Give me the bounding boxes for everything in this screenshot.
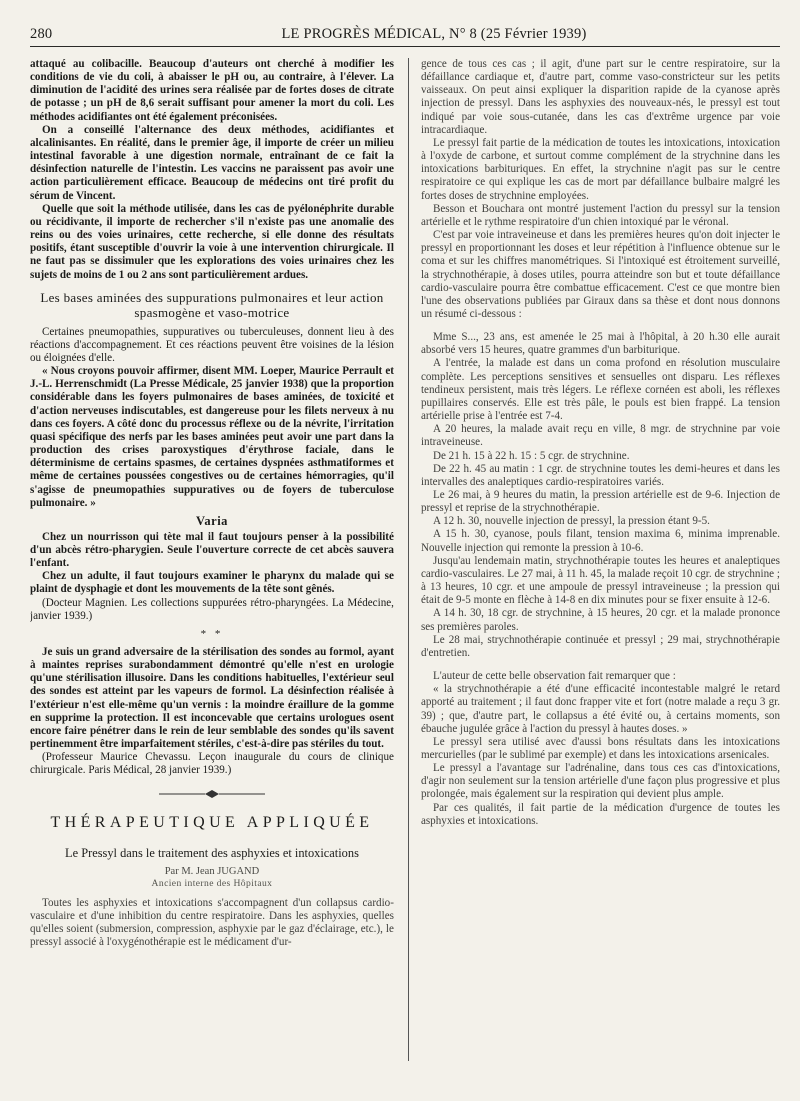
paragraph: Le pressyl fait partie de la médication de toutes les intoxications, intoxication à l'oxyde de carbone, et surtout comme complément de la strychnine dans les intoxications barbituriques. En effet, la strychnine n'agit pas sur le centre respiratoire ce qui explique les cas de mort par défaillance bulbaire malgré les fortes doses de strychnine employées.	[420, 136, 780, 202]
case-line: De 22 h. 45 au matin : 1 cgr. de strychnine toutes les demi-heures et dans les intervalles des analeptiques cardio-respiratoires variés.	[420, 462, 780, 488]
separator-stars: * *	[200, 627, 224, 640]
article-title: Le Pressyl dans le traitement des asphyxies et intoxications	[65, 845, 359, 860]
paragraph: Le pressyl a l'avantage sur l'adrénaline, dans tous ces cas d'intoxications, d'agir non seulement sur la tension artérielle d'une façon plus progressive et plus prolongée, mais également sur la respiration qui devient plus ample.	[420, 762, 780, 801]
journal-title: LE PROGRÈS MÉDICAL, N° 8 (25 Février 1939)	[281, 26, 587, 42]
left-column	[30, 58, 394, 1061]
header-rule	[30, 46, 780, 47]
pyelonephritis-text	[30, 58, 394, 282]
citation: (Professeur Maurice Chevassu. Leçon inaugurale du cours de clinique chirurgicale. Paris Médical, 28 janvier 1939.)	[30, 751, 394, 777]
paragraph: C'est par voie intraveineuse et dans les premières heures qu'on doit injecter le pressyl en proportionnant les doses et leur répétition à l'influence obtenue sur le coma et sur les chiffres manométriques. Si l'intoxiqué est étroitement surveillé, la strychnothérapie, à doses utiles, pourra atteindre son but et toute défaillance cardio-vasculaire pourra être combattue efficacement. C'est ce que montre bien l'une des observations publiées par Giraux dans sa thèse et dont nous donnons un résumé ci-dessous :	[420, 229, 780, 320]
case-line: Le 26 mai, à 9 heures du matin, la pression artérielle est de 9-6. Injection de pressyl et reprise de la strychnothérapie.	[420, 489, 780, 515]
case-line: Jusqu'au lendemain matin, strychnothérapie toutes les heures et analeptiques cardio-vasculaires. Le 27 mai, à 11 h. 45, la malade reçoit 10 cgr. de strychnine ; à 13 heures, 10 cgr. et une ampoule de pressyl intraveineuse ; la pression qui était de 9-5 monte en flèche à 14-8 en dix minutes pour se fixer ensuite à 12-6.	[420, 554, 780, 607]
case-line: A l'entrée, la malade est dans un coma profond en résolution musculaire complète. Les perceptions sensitives et sensuelles ont disparu. Les réflexes tendineux persistent, mais très légers. Le réflexe cornéen est aboli, les réflexes pupillaires conservés. Elle est très pâle, le pouls est bien frappé. La tension artérielle prise à l'entrée est 7-4.	[420, 357, 780, 423]
paragraph: On a conseillé l'alternance des deux méthodes, acidifiantes et alcalinisantes. En réalité, dans le premier âge, il importe de créer un milieu intestinal favorable à une digestion normale, entraînant de ce fait la désinfection naturelle de l'intestin. Les vaccins ne paraissent pas avoir une action particulièrement efficace. Beaucoup de médecins ont tiré profit du sérum de Vincent.	[30, 123, 394, 202]
quote-paragraph: « Nous croyons pouvoir affirmer, disent MM. Loeper, Maurice Perrault et J.-L. Herrenschmidt (La Presse Médicale, 25 janvier 1938) que la proportion considérable dans les foyers pulmonaires de bases aminées, de toxicité et d'action nerveuses indiscutables, est dangereuse pour les filets nerveux à nu dans ces foyers. A côté donc du processus réflexe ou de la névrite, l'irritation quasi spécifique des nerfs par les bases aminées peut avoir une part dans la production des crises paroxystiques d'érythrose faciale, dans le déterminisme de certains spasmes, de certaines dyspnées asthmatiformes et même de certaines poussées congestives ou de certaines hémorragies, qu'il s'agisse de pneumopathies suppuratives ou de foyers de tuberculose pulmonaire. »	[30, 365, 394, 509]
case-line: A 14 h. 30, 18 cgr. de strychnine, à 15 heures, 20 cgr. et la malade prononce ses premières paroles.	[420, 607, 780, 633]
author-byline: Par M. Jean JUGAND	[164, 865, 260, 877]
paragraph: Le pressyl sera utilisé avec d'aussi bons résultats dans les intoxications mercurielles (par le sublimé par exemple) et dans les intoxications arsenicales.	[420, 735, 780, 761]
case-line: De 21 h. 15 à 22 h. 15 : 5 cgr. de strychnine.	[432, 449, 630, 462]
page-header	[30, 22, 778, 44]
section-title: THÉRAPEUTIQUE APPLIQUÉE	[50, 813, 374, 831]
paragraph: Besson et Bouchara ont montré justement l'action du pressyl sur la tension artérielle et le rythme respiratoire d'un chien intoxiqué par le véronal.	[420, 202, 780, 228]
paragraph: Par ces qualités, il fait partie de la médication d'urgence de toutes les asphyxies et intoxications.	[420, 801, 780, 827]
paragraph: Toutes les asphyxies et intoxications s'accompagnent d'un collapsus cardio-vasculaire et d'une inhibition du centre respiratoire. Dans les asphyxies, quelles qu'elles soient (submersion, compression, asphyxie par le gaz d'éclairage, etc.), le pressyl associé à l'oxygénothérapie est le médicament d'ur-	[30, 896, 394, 949]
case-line: Mme S..., 23 ans, est amenée le 25 mai à l'hôpital, à 20 h.30 elle aurait absorbé vers 15 heures, quatre grammes d'un barbiturique.	[420, 331, 780, 357]
paragraph: Je suis un grand adversaire de la stérilisation des sondes au formol, ayant à maintes reprises surabondamment démontré qu'elle n'est en urologie qu'une stérilisation illusoire. Dans les conditions habituelles, l'extérieur seul des sondes est atteint par les vapeurs de formol. La désinfection réalisée à l'extérieur n'est elle-même qu'un vernis : la moindre éraillure de la gomme en supprime la protection. Il est inconcevable que certains urologues osent encore faire pénétrer dans le rein de leur semblable des sondes qu'ils savent pertinemment être imparfaitement stériles, c'est-à-dire pas stériles du tout.	[30, 645, 394, 751]
paragraph: Chez un adulte, il faut toujours examiner le pharynx du malade qui se plaint de dysphagie et dont les mouvements de la tête sont gênés.	[30, 570, 394, 596]
section-heading: Les bases aminées des suppurations pulmonaires et leur action spasmogène et vaso-motrice	[40, 289, 384, 320]
case-line: A 12 h. 30, nouvelle injection de pressyl, la pression étant 9-5.	[432, 515, 710, 528]
ornament-divider	[30, 784, 394, 804]
case-observation	[421, 331, 780, 660]
quote-paragraph: « la strychnothérapie a été d'une efficacité incontestable malgré le retard apporté au traitement ; il faut donc frapper vite et fort (notre malade a reçu 3 gr. 39) ; que, d'autre part, le collapsus a été évité ou, à certains moments, son ébauche jugulée grâce à l'action du pressyl à hautes doses. »	[420, 683, 780, 735]
page-number: 280	[30, 26, 53, 42]
varia-heading: Varia	[196, 513, 228, 528]
author-title: Ancien interne des Hôpitaux	[151, 877, 273, 889]
citation: (Docteur Magnien. Les collections suppurées rétro-pharyngées. La Médecine, janvier 1939.)	[30, 596, 394, 622]
case-line: A 15 h. 30, cyanose, pouls filant, tension maxima 6, minima imprenable. Nouvelle injection qui remonte la pression à 10-6.	[420, 528, 780, 554]
ornament-icon	[157, 787, 267, 801]
paragraph: Quelle que soit la méthode utilisée, dans les cas de pyélonéphrite durable ou récidivante, il importe de rechercher s'il n'existe pas une anomalie des reins ou des voies urinaires, cette recherche, si elle donne des résultats positifs, étant susceptible d'ouvrir la voie à une intervention chirurgicale. Il ne faut pas se dissimuler que les explorations des voies urinaires chez les sujets de moins de 1 ou 2 ans sont particulièrement ardues.	[30, 202, 394, 281]
paragraph: Chez un nourrisson qui tète mal il faut toujours penser à la possibilité d'un abcès rétro-pharygien. Seule l'ouverture correcte de cet abcès sauvera l'enfant.	[30, 530, 394, 570]
two-column-body	[30, 58, 780, 1061]
paragraph: L'auteur de cette belle observation fait remarquer que :	[432, 670, 676, 683]
paragraph: Certaines pneumopathies, suppuratives ou tuberculeuses, donnent lieu à des réactions d'accompagnement. Et ces réactions peuvent être voisines de la lésion ou éloignées d'elle.	[30, 325, 394, 364]
case-line: Le 28 mai, strychnothérapie continuée et pressyl ; 29 mai, strychnothérapie d'entretien.	[420, 633, 780, 659]
paragraph: gence de tous ces cas ; il agit, d'une part sur le centre respiratoire, sur la défaillance cardiaque et, d'autre part, comme vaso-constricteur sur les petits vaisseaux. On peut ainsi expliquer la disparition rapide de la cyanose après injection de pressyl. Dans les asphyxies des nouveaux-nés, le pressyl est tout indiqué par voie sous-cutanée, dans les cas d'extrême urgence par voie intracardiaque.	[420, 58, 780, 136]
right-column	[408, 58, 780, 1061]
case-line: A 20 heures, la malade avait reçu en ville, 8 mgr. de strychnine par voie intraveineuse.	[420, 423, 780, 449]
paragraph: attaqué au colibacille. Beaucoup d'auteurs ont cherché à modifier les conditions de vie du coli, à abaisser le pH ou, au contraire, à l'élever. La diminution de l'acidité des urines sera réalisée par de fortes doses de citrate de potasse ; un pH de 8,6 serait suffisant pour amener la mort du coli. Les méthodes acidifiantes ont été également préconisées.	[30, 58, 394, 123]
